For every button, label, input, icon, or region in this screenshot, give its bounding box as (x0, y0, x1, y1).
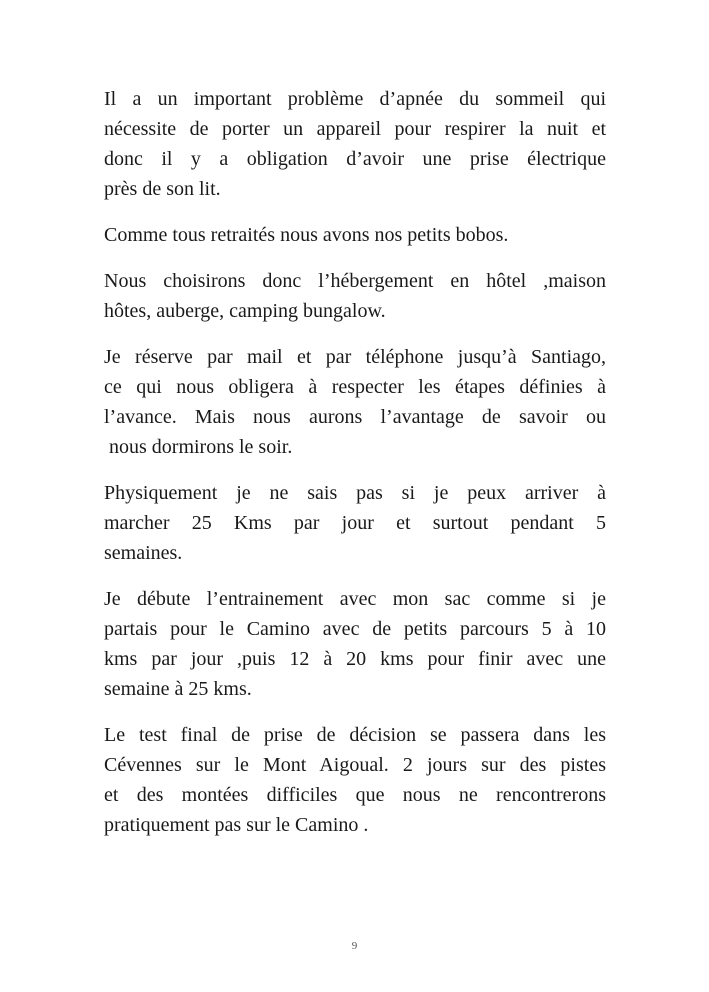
text-line: l’avance. Mais nous aurons l’avantage de savoir ou (104, 406, 606, 428)
text-line: nous dormirons le soir. (104, 436, 293, 458)
text-line: Comme tous retraités nous avons nos petits bobos. (104, 224, 509, 246)
text-line: Physiquement je ne sais pas si je peux arriver à (104, 482, 606, 504)
text-line: pratiquement pas sur le Camino . (104, 814, 369, 836)
paragraph-3 (104, 266, 606, 326)
text-line: ce qui nous obligera à respecter les étapes définies à (104, 376, 606, 398)
text-line: Le test final de prise de décision se passera dans les (104, 724, 606, 746)
page-number: 9 (351, 940, 358, 952)
paragraph-6 (104, 584, 606, 704)
text-line: semaine à 25 kms. (104, 678, 252, 700)
paragraph-4 (104, 342, 606, 462)
text-line: Nous choisirons donc l’hébergement en hôtel ,maison (104, 270, 606, 292)
text-line: Je réserve par mail et par téléphone jusqu’à Santiago, (104, 346, 606, 368)
text-line: et des montées difficiles que nous ne rencontrerons (104, 784, 606, 806)
text-line: Cévennes sur le Mont Aigoual. 2 jours sur des pistes (104, 754, 606, 776)
text-line: donc il y a obligation d’avoir une prise électrique (104, 148, 606, 170)
text-line: marcher 25 Kms par jour et surtout pendant 5 (104, 512, 606, 534)
text-line: kms par jour ,puis 12 à 20 kms pour finir avec une (104, 648, 606, 670)
text-body (104, 84, 606, 856)
paragraph-2 (104, 220, 606, 250)
paragraph-5 (104, 478, 606, 568)
text-line: partais pour le Camino avec de petits parcours 5 à 10 (104, 618, 606, 640)
text-line: Il a un important problème d’apnée du sommeil qui (104, 88, 606, 110)
paragraph-7 (104, 720, 606, 840)
paragraph-1 (104, 84, 606, 204)
text-line: semaines. (104, 542, 183, 564)
text-line: Je débute l’entrainement avec mon sac comme si je (104, 588, 606, 610)
text-line: près de son lit. (104, 178, 221, 200)
text-line: nécessite de porter un appareil pour respirer la nuit et (104, 118, 606, 140)
text-line: hôtes, auberge, camping bungalow. (104, 300, 386, 322)
